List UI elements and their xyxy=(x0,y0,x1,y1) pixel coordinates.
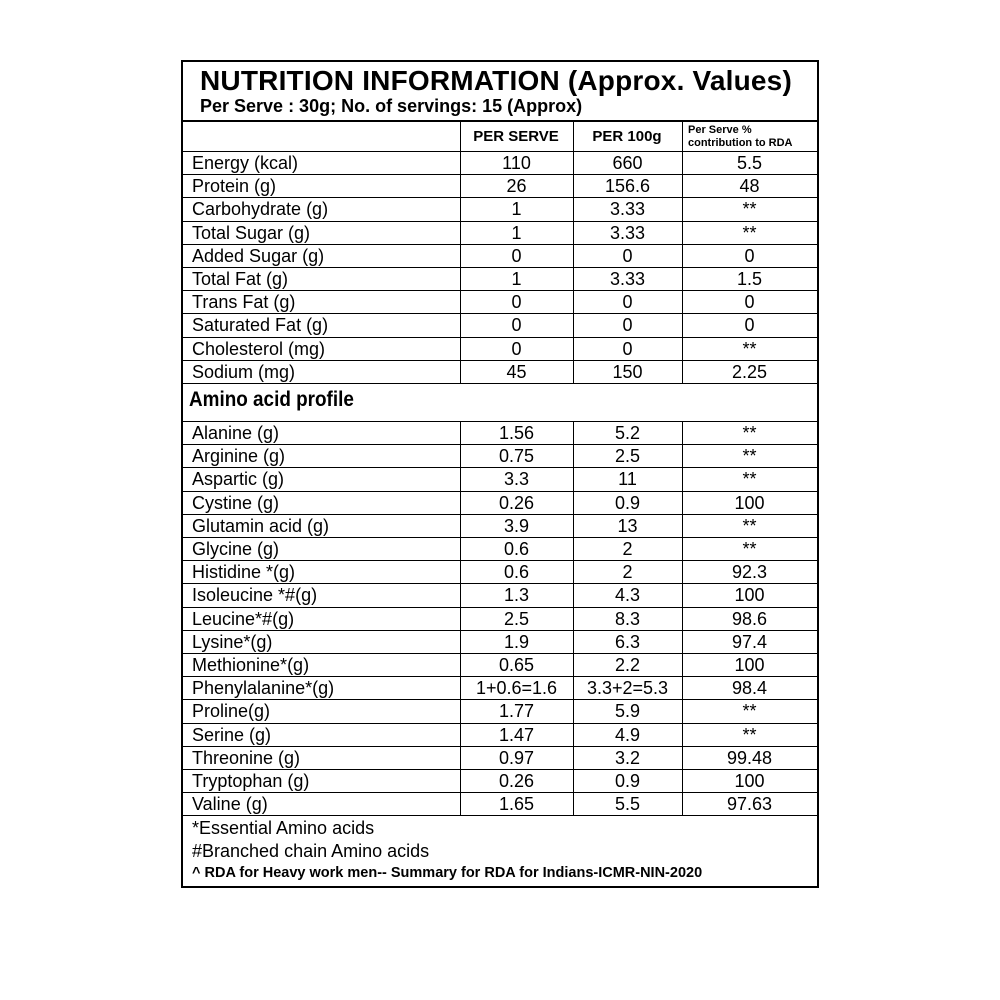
row-value-rda: 100 xyxy=(734,655,765,675)
row-value-rda: ** xyxy=(742,338,757,359)
row-label: Total Fat (g) xyxy=(192,269,289,289)
row-value-per-serve: 2.5 xyxy=(503,608,530,629)
row-value-per-100g: 3.33 xyxy=(609,269,646,289)
row-value-rda: 0 xyxy=(744,245,755,266)
row-value-per-100g: 13 xyxy=(617,515,638,536)
panel-title: NUTRITION INFORMATION (Approx. Values) xyxy=(200,65,792,96)
row-value-rda: 5.5 xyxy=(736,153,763,173)
amino-acid-row-divider xyxy=(183,583,817,584)
row-value-per-serve: 0.75 xyxy=(498,446,535,467)
row-value-rda: ** xyxy=(742,515,757,536)
row-value-per-100g: 0.9 xyxy=(614,492,641,513)
amino-acid-row-divider xyxy=(183,491,817,492)
amino-acid-row-divider xyxy=(183,444,817,445)
row-value-per-serve: 45 xyxy=(506,361,527,382)
row-value-rda: ** xyxy=(742,701,757,722)
panel-subtitle: Per Serve : 30g; No. of servings: 15 (Approx) xyxy=(200,96,583,116)
row-value-rda: 1.5 xyxy=(736,269,763,289)
row-value-per-100g: 0 xyxy=(622,338,633,359)
row-value-per-serve: 0.26 xyxy=(498,771,535,791)
row-value-per-serve: 1+0.6=1.6 xyxy=(475,678,558,699)
row-label: Total Sugar (g) xyxy=(192,222,311,243)
row-label: Aspartic (g) xyxy=(192,469,285,490)
row-value-rda: 0 xyxy=(744,315,755,336)
row-value-per-serve: 1.9 xyxy=(503,631,530,652)
amino-acid-row-divider xyxy=(183,676,817,677)
row-value-per-100g: 2 xyxy=(622,562,633,583)
footnote-branched: #Branched chain Amino acids xyxy=(192,841,430,861)
row-label: Added Sugar (g) xyxy=(192,245,325,266)
row-value-per-100g: 0.9 xyxy=(614,771,641,791)
title-block xyxy=(183,62,817,122)
row-label: Energy (kcal) xyxy=(192,153,299,173)
amino-table-bottom xyxy=(183,815,817,816)
row-value-per-100g: 660 xyxy=(612,153,643,173)
row-value-rda: ** xyxy=(742,469,757,490)
row-value-per-serve: 1 xyxy=(511,199,522,220)
amino-acid-row-divider xyxy=(183,723,817,724)
amino-acid-row-divider xyxy=(183,699,817,700)
amino-acid-row-divider xyxy=(183,630,817,631)
row-value-rda: ** xyxy=(742,423,757,443)
footnote-essential: *Essential Amino acids xyxy=(192,818,375,838)
row-label: Glutamin acid (g) xyxy=(192,515,330,536)
row-value-per-serve: 0.6 xyxy=(503,562,530,583)
row-value-per-100g: 2 xyxy=(622,539,633,559)
footnote-rda-source: ^ RDA for Heavy work men-- Summary for RDA for Indians-ICMR-NIN-2020 xyxy=(192,865,703,881)
row-label: Isoleucine *#(g) xyxy=(192,585,318,606)
row-label: Carbohydrate (g) xyxy=(192,199,329,220)
header-divider xyxy=(183,151,817,152)
row-label: Cholesterol (mg) xyxy=(192,338,326,359)
nutrient-row-divider xyxy=(183,337,817,338)
row-value-per-100g: 8.3 xyxy=(614,608,641,629)
row-value-per-serve: 26 xyxy=(506,176,527,197)
row-label: Lysine*(g) xyxy=(192,631,273,652)
amino-acid-row-divider xyxy=(183,746,817,747)
row-value-rda: ** xyxy=(742,199,757,220)
row-value-per-serve: 110 xyxy=(502,153,531,173)
row-label: Saturated Fat (g) xyxy=(192,315,329,336)
row-value-per-100g: 0 xyxy=(622,292,633,313)
row-value-per-100g: 5.9 xyxy=(614,701,641,722)
nutrient-table-bottom xyxy=(183,383,817,384)
row-value-rda: 92.3 xyxy=(731,562,768,583)
row-value-rda: 2.25 xyxy=(731,361,768,382)
nutrient-row-divider xyxy=(183,174,817,175)
row-value-rda: ** xyxy=(742,446,757,467)
row-value-rda: 99.48 xyxy=(726,747,773,768)
row-value-per-serve: 1 xyxy=(511,222,522,243)
row-value-rda: ** xyxy=(742,222,757,243)
row-value-per-serve: 1.47 xyxy=(498,724,535,745)
row-value-rda: 48 xyxy=(739,176,760,197)
row-label: Proline(g) xyxy=(192,701,271,722)
row-value-per-100g: 4.3 xyxy=(614,585,641,606)
row-value-per-100g: 0 xyxy=(622,245,633,266)
amino-acid-row-divider xyxy=(183,514,817,515)
row-label: Protein (g) xyxy=(192,176,277,197)
row-value-per-serve: 0 xyxy=(511,292,522,313)
row-value-rda: 100 xyxy=(734,492,765,513)
row-label: Threonine (g) xyxy=(192,747,301,768)
row-value-per-100g: 0 xyxy=(622,315,633,336)
row-value-per-100g: 5.2 xyxy=(614,423,641,443)
amino-acid-row-divider xyxy=(183,792,817,793)
row-value-per-100g: 156.6 xyxy=(604,176,651,197)
nutrition-panel xyxy=(181,60,819,888)
row-value-per-100g: 4.9 xyxy=(614,724,641,745)
row-value-rda: ** xyxy=(742,724,757,745)
row-value-per-100g: 3.2 xyxy=(614,747,641,768)
row-label: Alanine (g) xyxy=(192,423,280,443)
amino-acid-row-divider xyxy=(183,560,817,561)
nutrient-row-divider xyxy=(183,197,817,198)
row-value-per-serve: 1.65 xyxy=(498,794,535,815)
nutrient-row-divider xyxy=(183,290,817,291)
row-label: Phenylalanine*(g) xyxy=(192,678,335,699)
row-value-rda: 98.4 xyxy=(731,678,768,699)
amino-acid-row-divider xyxy=(183,653,817,654)
row-value-per-serve: 3.3 xyxy=(503,469,530,490)
row-value-rda: ** xyxy=(742,539,757,559)
row-label: Tryptophan (g) xyxy=(192,771,310,791)
nutrient-row-divider xyxy=(183,360,817,361)
row-value-per-100g: 6.3 xyxy=(614,631,641,652)
amino-acid-row-divider xyxy=(183,467,817,468)
row-value-per-100g: 5.5 xyxy=(614,794,641,815)
row-label: Sodium (mg) xyxy=(192,361,296,382)
row-label: Arginine (g) xyxy=(192,446,286,467)
row-value-rda: 100 xyxy=(734,771,765,791)
amino-acid-row-divider xyxy=(183,607,817,608)
row-value-per-serve: 0.6 xyxy=(503,539,530,559)
row-value-rda: 97.4 xyxy=(731,631,768,652)
row-label: Serine (g) xyxy=(192,724,272,745)
row-value-per-serve: 0.97 xyxy=(498,747,535,768)
row-value-rda: 97.63 xyxy=(726,794,773,815)
row-label: Cystine (g) xyxy=(192,492,280,513)
nutrient-row-divider xyxy=(183,267,817,268)
amino-acid-row-divider xyxy=(183,537,817,538)
row-value-per-100g: 3.33 xyxy=(609,199,646,220)
nutrient-row-divider xyxy=(183,313,817,314)
amino-acid-row-divider xyxy=(183,769,817,770)
row-label: Valine (g) xyxy=(192,794,268,815)
amino-acid-heading: Amino acid profile xyxy=(189,388,354,411)
row-value-per-100g: 11 xyxy=(618,469,637,490)
row-value-per-100g: 2.5 xyxy=(614,446,641,467)
row-label: Trans Fat (g) xyxy=(192,292,296,313)
column-header-rda-line1: Per Serve % xyxy=(688,124,752,136)
row-label: Histidine *(g) xyxy=(192,562,296,583)
row-value-rda: 0 xyxy=(744,292,755,313)
row-label: Glycine (g) xyxy=(192,539,280,559)
column-header-per-serve: PER SERVE xyxy=(473,128,559,145)
row-value-per-serve: 3.9 xyxy=(503,515,530,536)
row-value-per-serve: 0 xyxy=(511,315,522,336)
row-label: Methionine*(g) xyxy=(192,655,310,675)
row-value-per-100g: 3.33 xyxy=(609,222,646,243)
row-value-per-serve: 0.26 xyxy=(498,492,535,513)
column-header-rda-line2: contribution to RDA xyxy=(688,137,793,149)
row-value-per-serve: 1.77 xyxy=(498,701,535,722)
row-value-per-serve: 1.56 xyxy=(498,423,535,443)
amino-heading-divider xyxy=(183,421,817,422)
row-value-per-serve: 1.3 xyxy=(503,585,530,606)
row-value-rda: 100 xyxy=(734,585,765,606)
nutrient-row-divider xyxy=(183,221,817,222)
nutrient-row-divider xyxy=(183,244,817,245)
row-value-per-serve: 1 xyxy=(511,269,522,289)
row-value-per-100g: 2.2 xyxy=(614,655,641,675)
row-value-per-serve: 0 xyxy=(511,338,522,359)
column-header-per-100g: PER 100g xyxy=(592,128,662,145)
row-label: Leucine*#(g) xyxy=(192,608,295,629)
row-value-per-100g: 150 xyxy=(612,361,643,382)
row-value-per-serve: 0 xyxy=(511,245,522,266)
row-value-per-100g: 3.3+2=5.3 xyxy=(586,678,669,699)
row-value-rda: 98.6 xyxy=(731,608,768,629)
row-value-per-serve: 0.65 xyxy=(498,655,535,675)
